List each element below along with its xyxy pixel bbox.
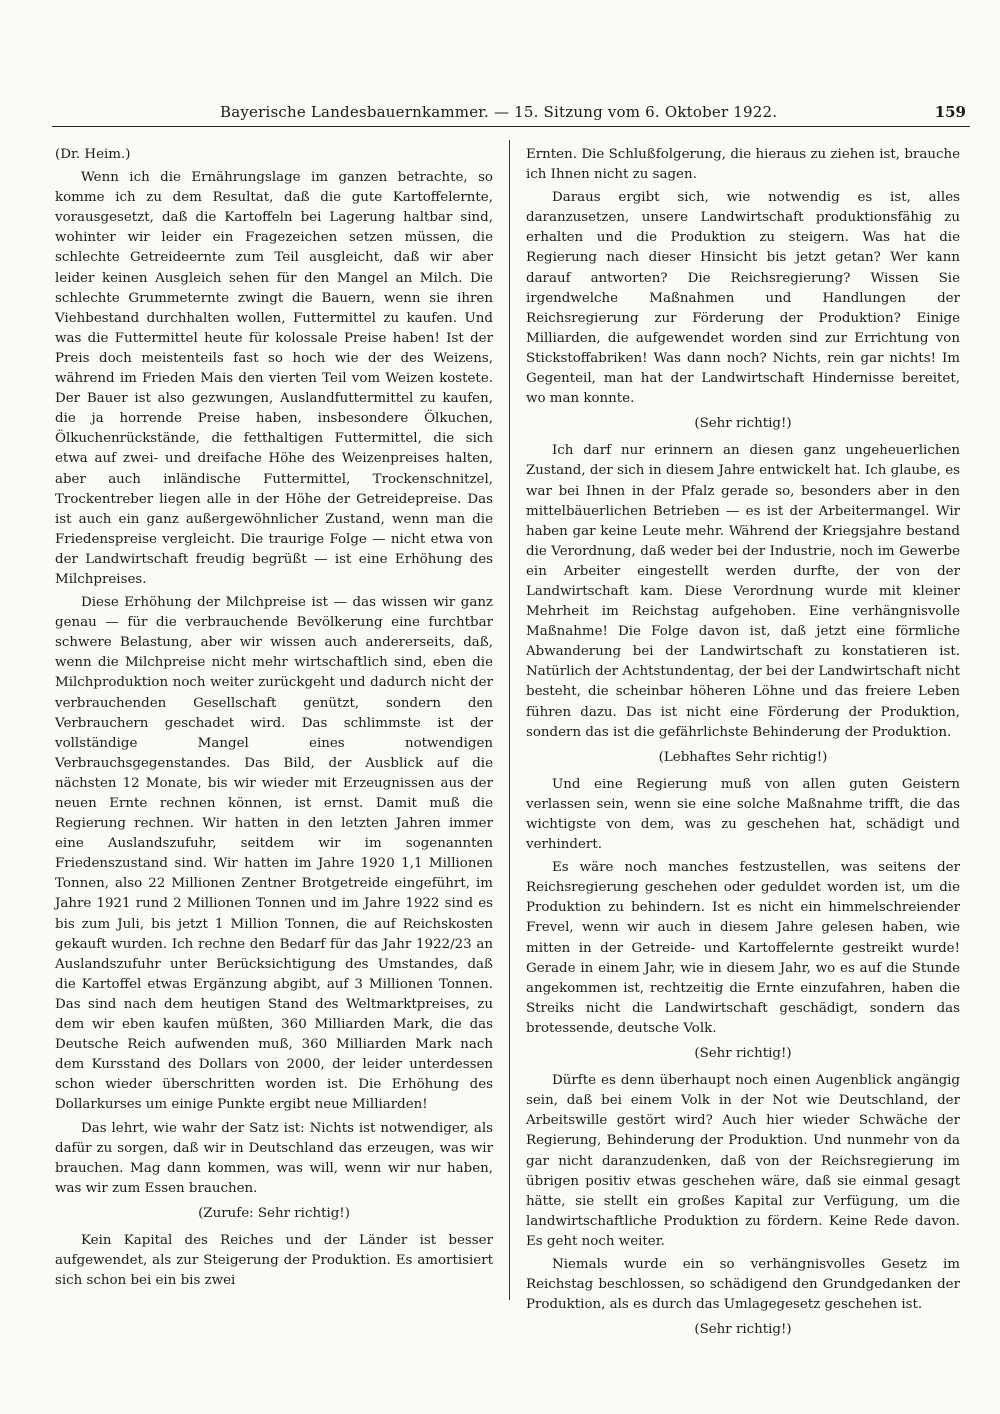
- interjection: (Sehr richtig!): [694, 416, 792, 432]
- speaker-label: (Dr. Heim.): [55, 147, 131, 162]
- paragraph: Ich darf nur erinnern an diesen ganz ungeheuerlichen Zustand, der sich in diesem Jahre entwickelt hat. Ich glaube, es war bei Ihnen in der Pfalz gerade so, besonders aber in den mittelbäuerlichen Betrieben — es ist der Arbeitermangel. Wir haben gar keine Leute mehr. Während der Kriegsjahre bestand die Verordnung, daß weder bei der Industrie, noch im Gewerbe ein Arbeiter eingestellt werden durfte, der von der Landwirtschaft kam. Diese Verordnung wurde mit kleiner Mehrheit im Reichstag aufgehoben. Eine verhängnisvolle Maßnahme! Die Folge davon ist, daß jetzt eine förmliche Abwanderung bei der Landwirtschaft zu konstatieren ist. Natürlich der Achtstundentag, der bei der Landwirtschaft nicht besteht, die scheinbar höheren Löhne und das freiere Leben führen dazu. Das ist nicht eine Förderung der Produktion, sondern das ist die gefährlichste Behinderung der Produktion.: [526, 443, 960, 740]
- paragraph: Niemals wurde ein so verhängnisvolles Gesetz im Reichstag beschlossen, so schädigend den Grundgedanken der Produktion, als es durch das Umlagegesetz geschehen ist.: [526, 1256, 960, 1313]
- page-number: 159: [934, 103, 966, 121]
- interjection: (Lebhaftes Sehr richtig!): [658, 749, 828, 765]
- paragraph: Dürfte es denn überhaupt noch einen Augenblick angängig sein, daß bei einem Volk in der Not wie Deutschland, der Arbeitswille gestört wird? Auch hier wieder Schwäche der Regierung, Behinderung der Produktion. Und nunmehr von da gar nicht daranzudenken, daß von der Reichsregierung im übrigen positiv etwas geschehen wäre, daß sie einmal gesagt hätte, sie stellt ein großes Kapital zur Verfügung, um die landwirtschaftliche Produktion zu fördern. Keine Rede davon. Es geht noch weiter.: [526, 1073, 960, 1249]
- paragraph: Daraus ergibt sich, wie notwendig es ist, alles daranzusetzen, unsere Landwirtschaft produktionsfähig zu erhalten und die Produktion zu steigern. Was hat die Regierung nach dieser Hinsicht bis jetzt getan? Wer kann darauf antworten? Die Reichsregierung? Wissen Sie irgendwelche Maßnahmen und Handlungen der Reichsregierung zur Förderung der Produktion? Einige Milliarden, die aufgewendet worden sind zur Errichtung von Stickstoffabriken! Was dann noch? Nichts, rein gar nichts! Im Gegenteil, man hat der Landwirtschaft Hindernisse bereitet, wo man konnte.: [526, 190, 960, 407]
- paragraph: Diese Erhöhung der Milchpreise ist — das wissen wir ganz genau — für die verbrauchende Bevölkerung eine furchtbar schwere Belastung, aber wir wissen auch andererseits, daß, wenn die Milchpreise nicht mehr wirtschaftlich sind, eben die Milchproduktion noch weiter zurückgeht und dadurch nicht der verbrauchenden Gesellschaft genützt, sondern den Verbrauchern geschadet wird. Das schlimmste ist der vollständige Mangel eines notwendigen Verbrauchsgegenstandes. Das Bild, der Ausblick auf die nächsten 12 Monate, bis wir wieder mit Erzeugnissen aus der neuen Ernte rechnen können, ist ernst. Damit muß die Regierung rechnen. Wir hatten in den letzten Jahren immer eine Auslandszufuhr, seitdem wir im sogenannten Friedenszustand sind. Wir hatten im Jahre 1920 1,1 Millionen Tonnen, also 22 Millionen Zentner Brotgetreide eingeführt, im Jahre 1921 rund 2 Millionen Tonnen und im Jahre 1922 sind es bis zum Juli, bis jetzt 1 Million Tonnen, die auf Reichskosten gekauft wurden. Ich rechne den Bedarf für das Jahr 1922/23 an Auslandszufuhr unter Berücksichtigung des Umstandes, daß die Kartoffel etwas Ergänzung abgibt, auf 3 Millionen Tonnen. Das sind nach dem heutigen Stand des Weltmarktpreises, zu dem wir eben kaufen müßten, 360 Milliarden Mark, die das Deutsche Reich aufwenden muß, 360 Milliarden Mark nach dem Kursstand des Dollars von 2000, der leider unterdessen schon wieder überschritten worden ist. Die Erhöhung des Dollarkurses um einige Punkte ergibt neue Milliarden!: [55, 595, 493, 1113]
- paragraph: Wenn ich die Ernährungslage im ganzen betrachte, so komme ich zu dem Resultat, daß die gute Kartoffelernte, vorausgesetzt, daß die Kartoffeln bei Lagerung haltbar sind, wohinter wir leider ein Fragezeichen setzen müssen, die schlechte Getreideernte zum Teil ausgleicht, daß wir aber leider keinen Ausgleich sehen für den Mangel an Milch. Die schlechte Grummeternte zwingt die Bauern, wenn sie ihren Viehbestand durchhalten wollen, Futtermittel zu kaufen. Und was die Futtermittel heute für kolossale Preise haben! Ist der Preis doch meistenteils fast so hoch wie der des Weizens, während im Frieden Mais den vierten Teil vom Weizen kostete. Der Bauer ist also gezwungen, Auslandfuttermittel zu kaufen, die ja horrende Preise haben, insbesondere Ölkuchen, Ölkuchenrückstände, die fetthaltigen Futtermittel, die sich etwa auf zwei- und dreifache Höhe des Weizenpreises halten, aber auch inländische Futtermittel, Trockenschnitzel, Trockentreber liegen alle in der Höhe der Getreidepreise. Das ist auch ein ganz außergewöhnlicher Zustand, wenn man die Friedenspreise vergleicht. Die traurige Folge — nicht etwa von der Landwirtschaft freudig begrüßt — ist eine Erhöhung des Milchpreises.: [55, 170, 493, 587]
- right-column: [526, 145, 960, 1347]
- header-rule: [52, 126, 970, 127]
- paragraph: Kein Kapital des Reiches und der Länder ist besser aufgewendet, als zur Steigerung der Produktion. Es amortisiert sich schon bei ein bis zwei: [55, 1232, 493, 1289]
- column-divider: [509, 140, 510, 1300]
- paragraph: Es wäre noch manches festzustellen, was seitens der Reichsregierung geschehen oder geduldet worden ist, um die Produktion zu behindern. Ist es nicht ein himmelschreiender Frevel, wenn wir auch in diesem Jahre gelesen haben, wie mitten in der Getreide- und Kartoffelernte gestreikt wurde! Gerade in einem Jahr, wie in diesem Jahr, wo es auf die Stunde angekommen ist, rechtzeitig die Ernte einzufahren, haben die Streiks nicht die Landwirtschaft geschädigt, sondern das brotessende, deutsche Volk.: [526, 860, 960, 1036]
- interjection: (Sehr richtig!): [694, 1046, 792, 1062]
- header-title: Bayerische Landesbauernkammer. — 15. Sitzung vom 6. Oktober 1922.: [220, 103, 778, 121]
- left-column: [55, 145, 493, 1294]
- page-header: [52, 97, 970, 127]
- paragraph: Ernten. Die Schlußfolgerung, die hieraus zu ziehen ist, brauche ich Ihnen nicht zu sagen.: [526, 147, 960, 183]
- interjection: (Zurufe: Sehr richtig!): [198, 1205, 350, 1221]
- paragraph: Das lehrt, wie wahr der Satz ist: Nichts ist notwendiger, als dafür zu sorgen, daß wir in Deutschland das erzeugen, was wir brauchen. Mag dann kommen, was will, wenn wir nur haben, was wir zum Essen brauchen.: [55, 1120, 493, 1196]
- interjection: (Sehr richtig!): [694, 1322, 792, 1338]
- paragraph: Und eine Regierung muß von allen guten Geistern verlassen sein, wenn sie eine solche Maßnahme trifft, die das wichtigste von dem, was zu geschehen hat, schädigt und verhindert.: [526, 776, 960, 853]
